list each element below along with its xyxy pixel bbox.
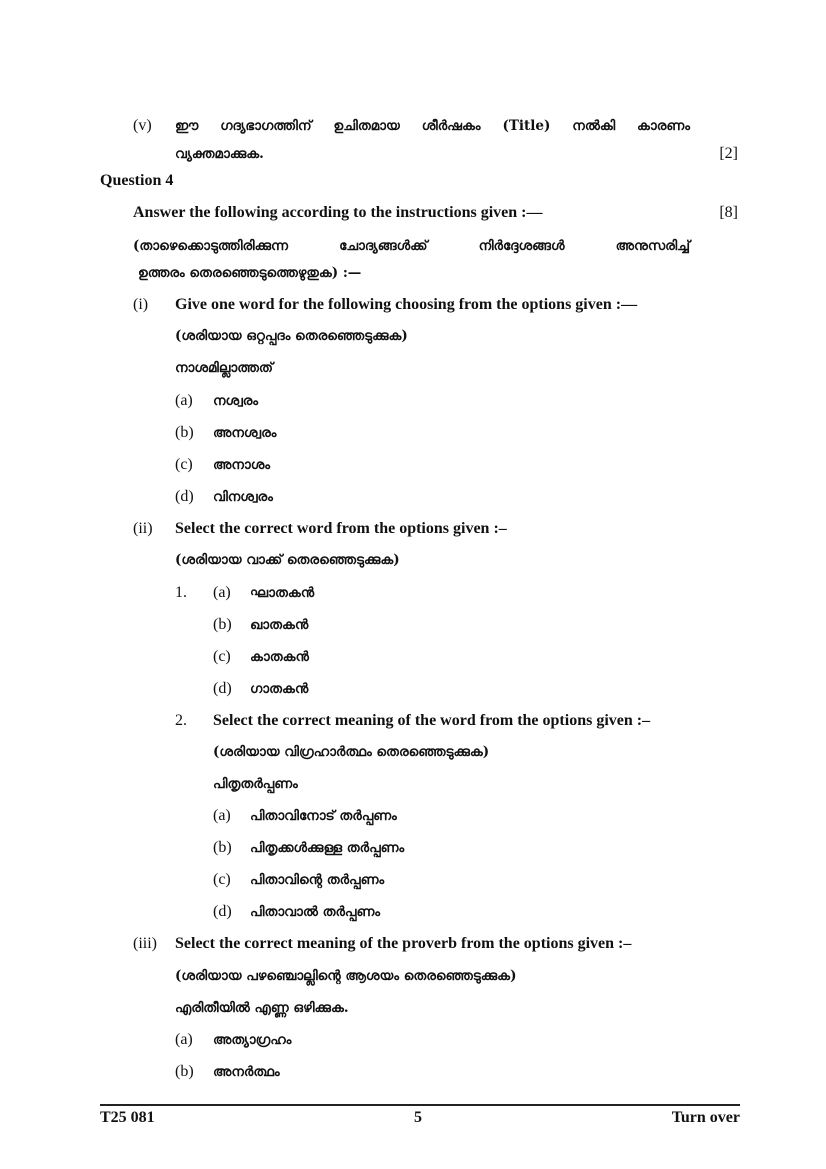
q4ii-p2-option-a-text: പിതാവിനോട് തർപ്പണം [250,808,397,824]
q4i-option-d-text: വിനശ്വരം [213,489,273,505]
q4-ml-line1: (താഴെക്കൊടുത്തിരിക്കുന്ന ചോദ്യങ്ങൾക്ക് നിർദ്ദേശങ്ങൾ അനുസരിച്ച് [133,238,690,254]
q4iii-prompt: എരിതീയിൽ എണ്ണ ഒഴിക്കുക. [175,1000,349,1016]
q4iii-option-b-label: (b) [175,1063,194,1080]
q4ii-p1-option-a-label: (a) [213,584,231,601]
q4ii-p2-option-c-label: (c) [213,871,231,888]
q4ii-part2-number: 2. [175,712,187,729]
q4i-number: (i) [133,296,149,313]
q4ii-p2-option-b-text: പിതൃക്കൾക്കുള്ള തർപ്പണം [250,840,405,856]
question-4-heading: Question 4 [100,172,174,189]
q4ii-p1-option-d-text: ഗാതകൻ [250,681,309,697]
q4iii-ml: (ശരിയായ പഴഞ്ചൊല്ലിന്റെ ആശയം തെരഞ്ഞെടുക്കുക) [175,968,517,984]
q4-instruction: Answer the following according to the instructions given :— [133,204,543,221]
q4ii-p1-option-c-text: കാതകൻ [250,649,309,665]
q4ii-p2-option-a-label: (a) [213,807,231,824]
footer-rule [100,1104,740,1106]
q4ii-p1-option-a-text: ഘാതകൻ [250,585,315,601]
q4i-option-b-text: അനശ്വരം [213,425,277,441]
q4ii-p1-option-c-label: (c) [213,648,231,665]
q4ii-p1-option-b-text: ഖാതകൻ [250,617,309,633]
q4iii-option-a-label: (a) [175,1031,193,1048]
q4iii-number: (iii) [133,935,157,952]
q4ii-part2-title: Select the correct meaning of the word from the options given :– [213,712,651,729]
q4ii-ml: (ശരിയായ വാക്ക് തെരഞ്ഞെടുക്കുക) [175,552,400,568]
q4i-prompt: നാശമില്ലാത്തത് [175,360,273,376]
footer-turn-over: Turn over [671,1109,740,1126]
q4ii-part2-ml: (ശരിയായ വിഗ്രഹാർത്ഥം തെരഞ്ഞെടുക്കുക) [213,744,490,760]
footer-paper-code: T25 081 [100,1109,155,1126]
q4iii-option-a-text: അത്യാഗ്രഹം [213,1032,292,1048]
q4-marks: [8] [719,204,738,221]
q3v-number: (v) [133,117,152,134]
q4i-option-b-label: (b) [175,424,194,441]
q4iii-title: Select the correct meaning of the proverb from the options given :– [175,935,632,952]
q4i-option-c-label: (c) [175,456,193,473]
q3v-marks: [2] [719,145,738,162]
q4i-ml: (ശരിയായ ഒറ്റപ്പദം തെരഞ്ഞെടുക്കുക) [175,328,408,344]
q4ii-number: (ii) [133,520,153,537]
q4ii-p1-option-d-label: (d) [213,680,232,697]
q4i-option-a-text: നശ്വരം [213,393,259,409]
q4ii-title: Select the correct word from the options given :– [175,520,507,537]
q4ii-p1-option-b-label: (b) [213,616,232,633]
q4ii-p2-option-d-text: പിതാവാൽ തർപ്പണം [250,904,381,920]
q3v-line1: ഈ ഗദ്യഭാഗത്തിന് ഉചിതമായ ശീർഷകം (Title) നൽകി കാരണം [175,118,690,134]
q4ii-part2-prompt: പിതൃതർപ്പണം [213,776,298,792]
q4i-option-d-label: (d) [175,488,194,505]
q3v-line2: വ്യക്തമാക്കുക. [175,146,264,162]
q4i-option-c-text: അനാശം [213,457,270,473]
q4i-title: Give one word for the following choosing from the options given :— [175,296,638,313]
q4ii-p2-option-c-text: പിതാവിന്റെ തർപ്പണം [250,872,385,888]
q4iii-option-b-text: അനർത്ഥം [213,1064,280,1080]
q4ii-part1-number: 1. [175,584,187,601]
footer-page-number: 5 [414,1109,422,1126]
q4ii-p2-option-b-label: (b) [213,839,232,856]
q4i-option-a-label: (a) [175,392,193,409]
q4-ml-line2: ഉത്തരം തെരഞ്ഞെടുത്തെഴുതുക) :— [138,265,362,281]
q4ii-p2-option-d-label: (d) [213,903,232,920]
